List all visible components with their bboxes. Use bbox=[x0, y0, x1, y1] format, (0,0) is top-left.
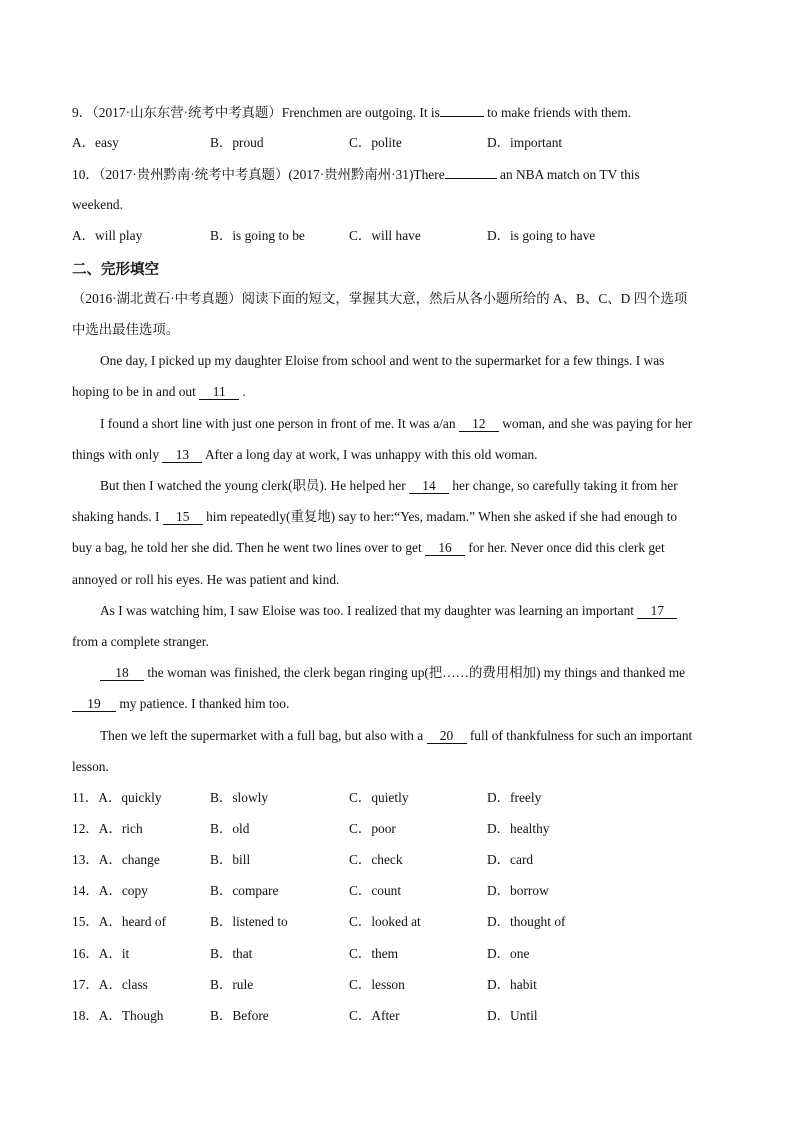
question-text: Frenchmen are outgoing. It is bbox=[281, 105, 440, 120]
passage-line bbox=[100, 477, 678, 495]
question-9 bbox=[72, 103, 631, 122]
option-b: B．proud bbox=[210, 135, 264, 150]
option-b: B．old bbox=[210, 821, 250, 836]
question-10 bbox=[72, 165, 640, 184]
answer-blank bbox=[440, 103, 484, 117]
option-b: B．Before bbox=[210, 1008, 269, 1023]
passage-line bbox=[100, 415, 692, 433]
option-d: D．freely bbox=[487, 790, 542, 805]
section-title: 二、完形填空 bbox=[72, 262, 159, 278]
blank-19: 19 bbox=[72, 696, 116, 712]
passage-text: As I was watching him, I saw Eloise was too. I realized that my daughter was learning an important bbox=[100, 603, 638, 618]
question-number: 9． bbox=[72, 105, 93, 120]
option-d: D．card bbox=[487, 852, 534, 867]
answer-blank bbox=[445, 165, 497, 179]
passage-text: her change, so carefully taking it from her bbox=[449, 478, 678, 493]
question-source: （2017·贵州黔南·统考中考真题） bbox=[98, 167, 289, 182]
option-c: C．will have bbox=[349, 228, 421, 243]
passage-line bbox=[72, 695, 289, 713]
blank-18: 18 bbox=[100, 665, 144, 681]
passage-line: One day, I picked up my daughter Eloise from school and went to the supermarket for a few things. I was bbox=[100, 353, 665, 368]
option-c: C．them bbox=[349, 946, 399, 961]
question-number: 10． bbox=[72, 167, 99, 182]
passage-line bbox=[72, 446, 538, 464]
passage-text: hoping to be in and out bbox=[72, 384, 200, 399]
option-b: B．bill bbox=[210, 852, 251, 867]
question-source: （2017·山东东营·统考中考真题） bbox=[92, 105, 282, 120]
passage-line bbox=[72, 383, 246, 401]
passage-text: for her. Never once did this clerk get bbox=[465, 540, 665, 555]
passage-text: . bbox=[239, 384, 246, 399]
option-d: D．healthy bbox=[487, 821, 550, 836]
passage-line bbox=[100, 727, 692, 745]
option-c: C．check bbox=[349, 852, 403, 867]
option-d: D．thought of bbox=[487, 914, 566, 929]
passage-line bbox=[100, 664, 685, 682]
section-intro: （2016·湖北黄石·中考真题）阅读下面的短文，掌握其大意，然后从各小题所给的 A、B、C、D 四个选项 bbox=[72, 291, 688, 306]
option-b: B．rule bbox=[210, 977, 254, 992]
passage-text: But then I watched the young clerk(职员). He helped her bbox=[100, 478, 409, 493]
passage-line: lesson. bbox=[72, 759, 109, 774]
passage-text: After a long day at work, I was unhappy with this old woman. bbox=[202, 447, 538, 462]
passage-line bbox=[72, 539, 665, 557]
blank-15: 15 bbox=[163, 509, 203, 525]
option-c: C．After bbox=[349, 1008, 400, 1023]
option-d: D．habit bbox=[487, 977, 537, 992]
option-a: 16．A．it bbox=[72, 946, 130, 961]
passage-text: woman, and she was paying for her bbox=[498, 416, 693, 431]
question-text: (2017·贵州黔南州·31)There bbox=[288, 167, 445, 182]
passage-text: my patience. I thanked him too. bbox=[116, 696, 290, 711]
blank-12: 12 bbox=[459, 416, 499, 432]
option-a: 15．A．heard of bbox=[72, 914, 167, 929]
passage-text: buy a bag, he told her she did. Then he went two lines over to get bbox=[72, 540, 426, 555]
option-d: D．is going to have bbox=[487, 228, 596, 243]
option-b: B．is going to be bbox=[210, 228, 305, 243]
question-10-cont: weekend. bbox=[72, 197, 123, 212]
option-c: C．count bbox=[349, 883, 402, 898]
option-a: 18．A．Though bbox=[72, 1008, 164, 1023]
option-b: B．compare bbox=[210, 883, 279, 898]
passage-text: the woman was finished, the clerk began ringing up(把……的费用相加) my things and thanked me bbox=[144, 665, 686, 680]
option-c: C．quietly bbox=[349, 790, 409, 805]
blank-17: 17 bbox=[637, 603, 677, 619]
option-d: D．borrow bbox=[487, 883, 549, 898]
option-c: C．looked at bbox=[349, 914, 421, 929]
option-a: 12．A．rich bbox=[72, 821, 143, 836]
passage-text: things with only bbox=[72, 447, 163, 462]
passage-text: full of thankfulness for such an important bbox=[466, 728, 693, 743]
option-a: A．will play bbox=[72, 228, 143, 243]
section-intro-cont: 中选出最佳选项。 bbox=[72, 322, 180, 337]
option-d: D．one bbox=[487, 946, 530, 961]
blank-11: 11 bbox=[199, 384, 239, 400]
question-text: an NBA match on TV this bbox=[496, 167, 640, 182]
question-text: to make friends with them. bbox=[483, 105, 632, 120]
option-b: B．listened to bbox=[210, 914, 288, 929]
option-b: B．slowly bbox=[210, 790, 269, 805]
passage-line bbox=[100, 602, 677, 620]
option-d: D．Until bbox=[487, 1008, 538, 1023]
option-a: 14．A．copy bbox=[72, 883, 148, 898]
passage-text: shaking hands. I bbox=[72, 509, 163, 524]
option-a: 11．A．quickly bbox=[72, 790, 162, 805]
passage-text: him repeatedly(重复地) say to her:“Yes, madam.” When she asked if she had enough to bbox=[202, 509, 678, 524]
option-c: C．polite bbox=[349, 135, 402, 150]
blank-20: 20 bbox=[427, 728, 467, 744]
option-d: D．important bbox=[487, 135, 563, 150]
passage-text: Then we left the supermarket with a full bag, but also with a bbox=[100, 728, 427, 743]
passage-line: annoyed or roll his eyes. He was patient and kind. bbox=[72, 572, 340, 587]
passage-line: from a complete stranger. bbox=[72, 634, 209, 649]
blank-16: 16 bbox=[425, 540, 465, 556]
option-c: C．lesson bbox=[349, 977, 405, 992]
option-a: A．easy bbox=[72, 135, 119, 150]
blank-14: 14 bbox=[409, 478, 449, 494]
option-a: 13．A．change bbox=[72, 852, 160, 867]
blank-13: 13 bbox=[162, 447, 202, 463]
option-b: B．that bbox=[210, 946, 253, 961]
passage-line bbox=[72, 508, 677, 526]
option-a: 17．A．class bbox=[72, 977, 148, 992]
passage-text: I found a short line with just one person in front of me. It was a/an bbox=[100, 416, 459, 431]
option-c: C．poor bbox=[349, 821, 396, 836]
